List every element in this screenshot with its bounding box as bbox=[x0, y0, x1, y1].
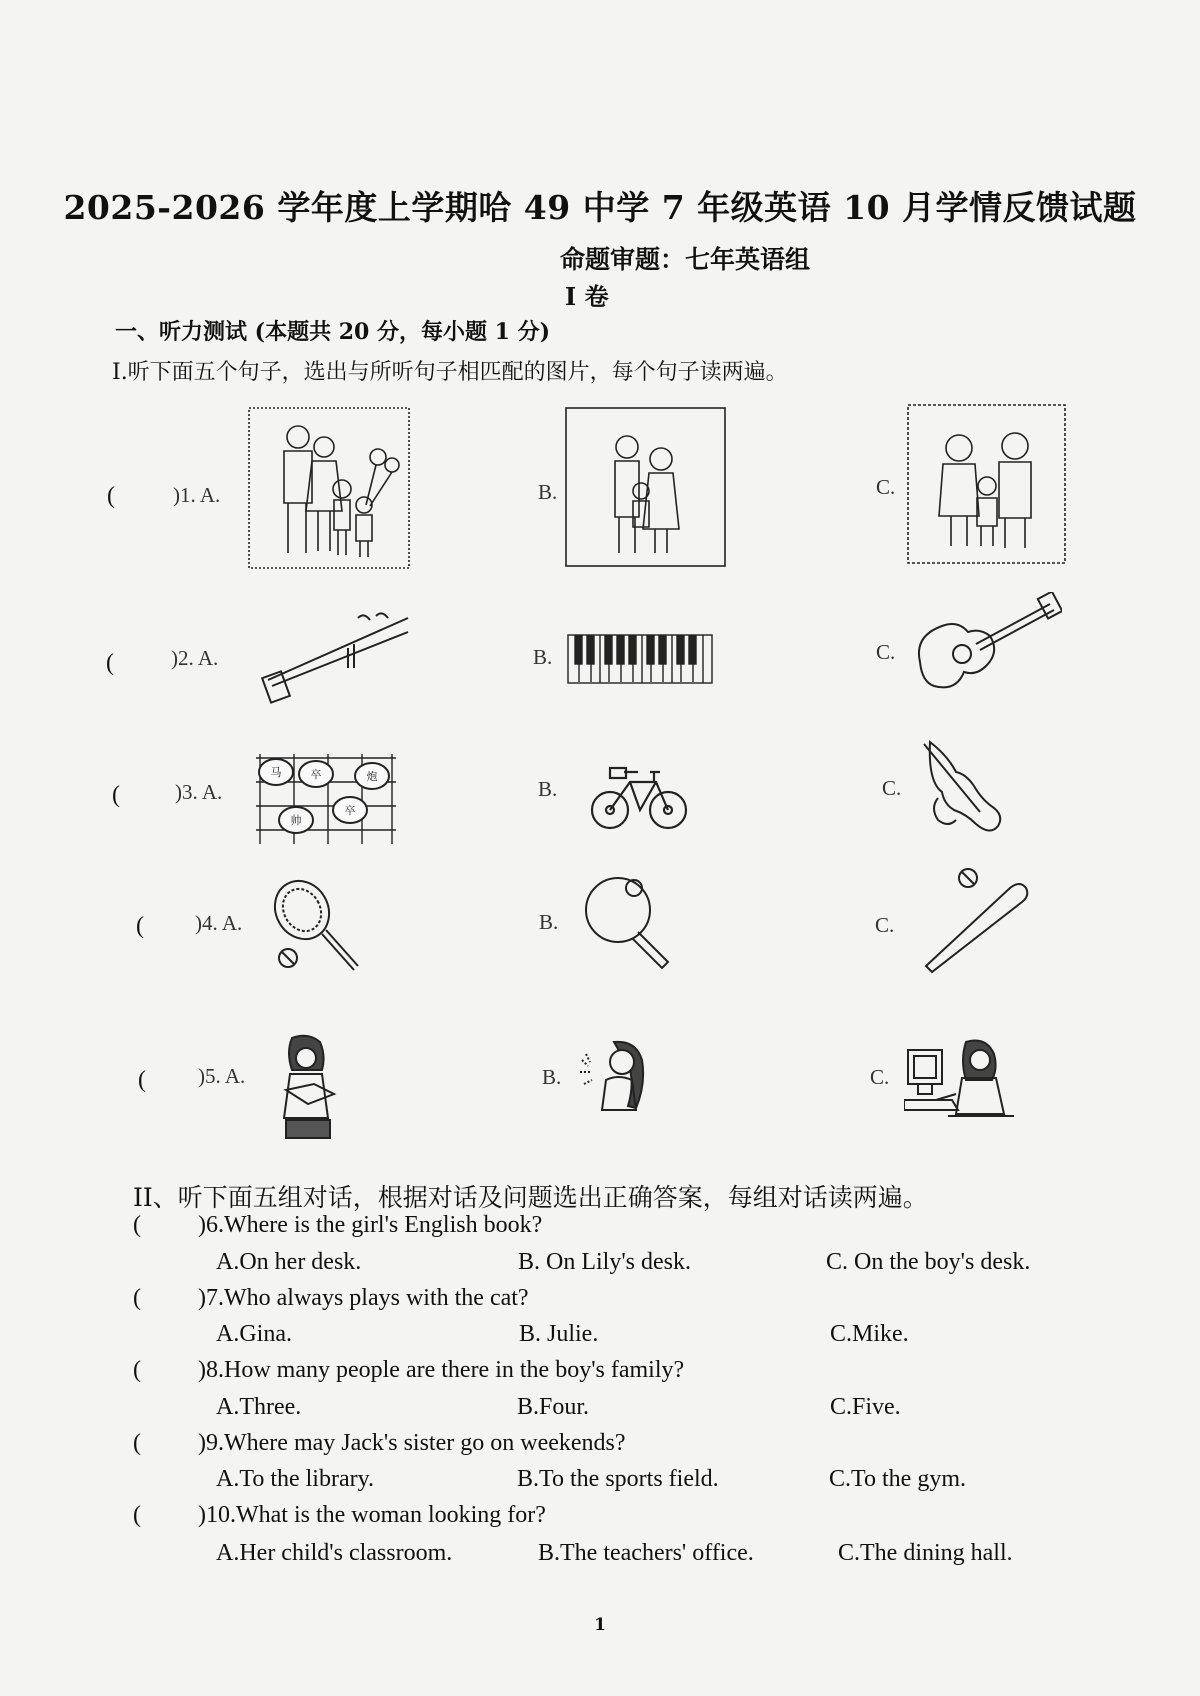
answer-paren[interactable]: ( bbox=[138, 1067, 146, 1093]
question-text: )9.Where may Jack's sister go on weekends? bbox=[198, 1430, 626, 1456]
question-text: )6.Where is the girl's English book? bbox=[198, 1212, 543, 1238]
part2-instruction: II、听下面五组对话，根据对话及问题选出正确答案，每组对话读两遍。 bbox=[133, 1183, 928, 1212]
piano-keyboard-icon bbox=[567, 634, 713, 684]
option-b-label: B. bbox=[538, 777, 558, 801]
girl-reading-icon bbox=[272, 1034, 344, 1142]
guitar-icon bbox=[910, 592, 1062, 698]
girl-at-computer-icon bbox=[904, 1038, 1016, 1118]
baseball-bat-icon bbox=[918, 866, 1030, 974]
option-b-label: B. bbox=[538, 480, 558, 504]
page-number: 1 bbox=[594, 1615, 606, 1635]
chess-char: 卒 bbox=[310, 768, 322, 781]
option-b: B.Four. bbox=[517, 1394, 590, 1420]
answer-paren[interactable]: ( bbox=[133, 1357, 141, 1383]
erhu-icon bbox=[258, 608, 414, 710]
chess-char: 炮 bbox=[366, 770, 378, 783]
option-c: C.The dining hall. bbox=[838, 1540, 1013, 1566]
ping-pong-paddle-icon bbox=[582, 874, 670, 972]
option-c-label: C. bbox=[876, 475, 896, 499]
answer-paren[interactable]: ( bbox=[136, 913, 144, 939]
option-c: C. On the boy's desk. bbox=[826, 1249, 1031, 1275]
question-label: )5. A. bbox=[198, 1064, 246, 1088]
answer-paren[interactable]: ( bbox=[133, 1285, 141, 1311]
option-a: A.Three. bbox=[216, 1394, 302, 1420]
option-c-label: C. bbox=[870, 1065, 890, 1089]
grandparents-with-child-icon bbox=[905, 402, 1068, 567]
question-label: )1. A. bbox=[173, 483, 221, 507]
girl-singing-icon bbox=[578, 1040, 658, 1112]
family-of-five-icon bbox=[246, 405, 412, 573]
option-c: C.Five. bbox=[830, 1394, 901, 1420]
option-c-label: C. bbox=[876, 640, 896, 664]
option-a: A.On her desk. bbox=[216, 1249, 362, 1275]
option-b-label: B. bbox=[539, 910, 559, 934]
option-c-label: C. bbox=[875, 913, 895, 937]
option-b-label: B. bbox=[542, 1065, 562, 1089]
option-b: B.To the sports field. bbox=[517, 1466, 719, 1492]
part1-instruction: I.听下面五个句子，选出与所听句子相匹配的图片，每个句子读两遍。 bbox=[112, 360, 788, 385]
answer-paren[interactable]: ( bbox=[133, 1502, 141, 1528]
option-a: A.Gina. bbox=[216, 1321, 292, 1347]
chess-char: 帅 bbox=[290, 814, 302, 827]
exam-title: 2025-2026 学年度上学期哈 49 中学 7 年级英语 10 月学情反馈试题 bbox=[63, 188, 1137, 227]
question-text: )10.What is the woman looking for? bbox=[198, 1502, 546, 1528]
exam-volume: I 卷 bbox=[565, 282, 609, 311]
option-c-label: C. bbox=[882, 776, 902, 800]
chinese-chess-icon bbox=[254, 752, 397, 847]
chess-char: 卒 bbox=[344, 804, 356, 817]
question-label: )2. A. bbox=[171, 646, 219, 670]
question-label: )3. A. bbox=[175, 780, 223, 804]
bicycle-icon bbox=[590, 760, 688, 832]
section-heading: 一、听力测试 (本题共 20 分，每小题 1 分) bbox=[115, 319, 551, 345]
option-b: B. Julie. bbox=[519, 1321, 599, 1347]
option-b-label: B. bbox=[533, 645, 553, 669]
option-b: B. On Lily's desk. bbox=[518, 1249, 691, 1275]
chess-char: 马 bbox=[270, 766, 282, 779]
question-text: )8.How many people are there in the boy's family? bbox=[198, 1357, 685, 1383]
family-of-three-icon bbox=[563, 405, 728, 571]
option-c: C.Mike. bbox=[830, 1321, 909, 1347]
exam-author: 命题审题：七年英语组 bbox=[560, 245, 811, 274]
question-text: )7.Who always plays with the cat? bbox=[198, 1285, 529, 1311]
answer-paren[interactable]: ( bbox=[112, 782, 120, 808]
answer-paren[interactable]: ( bbox=[133, 1430, 141, 1456]
violin-icon bbox=[918, 738, 1010, 838]
option-b: B.The teachers' office. bbox=[538, 1540, 754, 1566]
option-a: A.Her child's classroom. bbox=[216, 1540, 453, 1566]
tennis-racket-icon bbox=[268, 878, 360, 974]
question-label: )4. A. bbox=[195, 911, 243, 935]
answer-paren[interactable]: ( bbox=[106, 650, 114, 676]
answer-paren[interactable]: ( bbox=[133, 1212, 141, 1238]
answer-paren[interactable]: ( bbox=[107, 483, 115, 509]
option-c: C.To the gym. bbox=[829, 1466, 966, 1492]
option-a: A.To the library. bbox=[216, 1466, 375, 1492]
